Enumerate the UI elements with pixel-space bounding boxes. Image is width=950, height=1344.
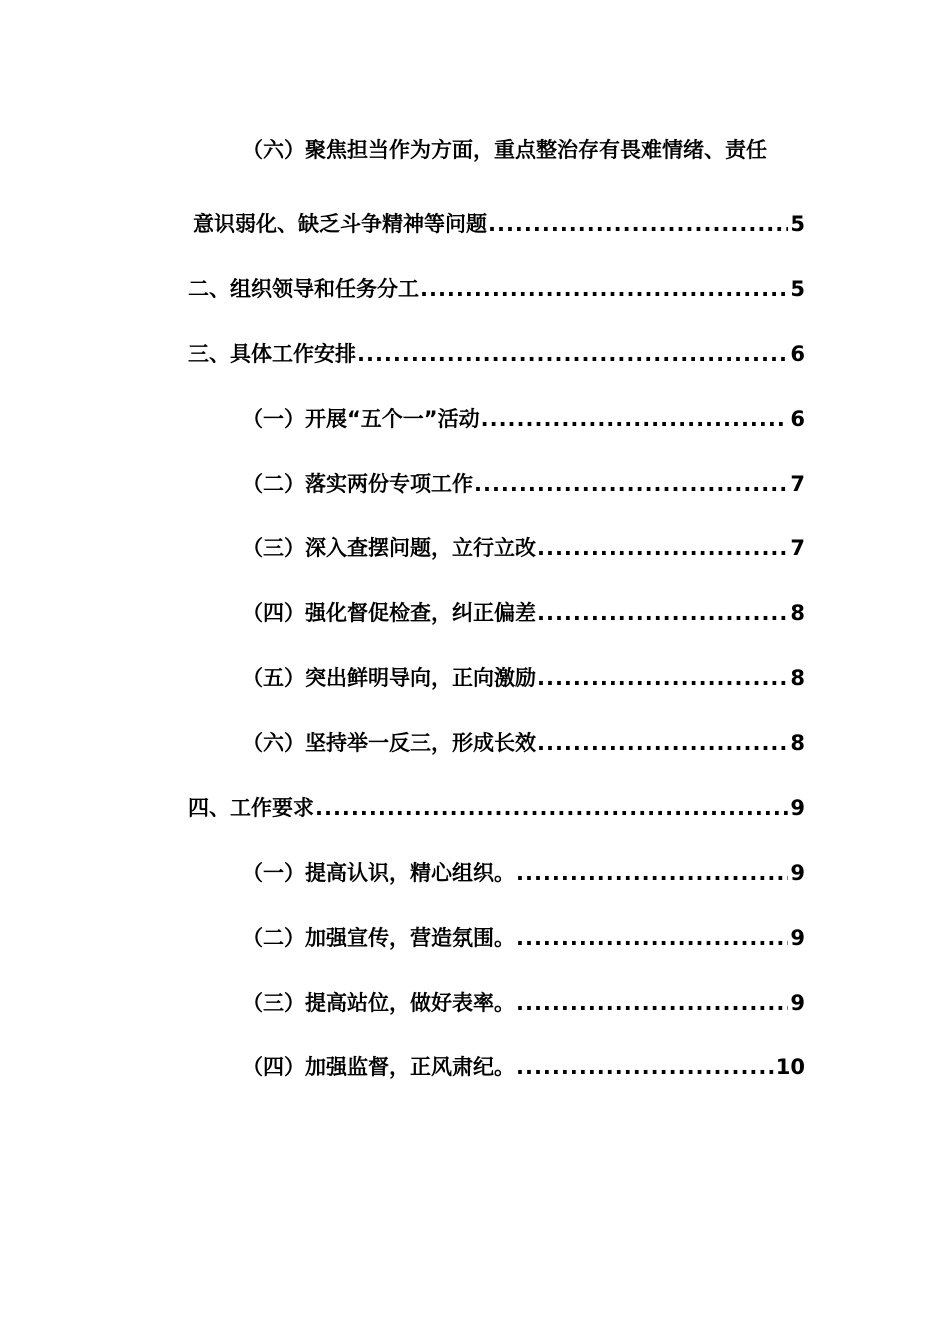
toc-entry-text: （三）提高站位，做好表率。 [242, 991, 515, 1015]
toc-page-number: 5 [790, 277, 805, 301]
toc-entry-text: （二）落实两份专项工作 [242, 472, 473, 496]
toc-entry[interactable] [242, 470, 805, 498]
toc-entry[interactable] [188, 275, 805, 303]
toc-page-number: 9 [790, 926, 805, 950]
toc-entry-text: （三）深入查摆问题，立行立改 [242, 536, 536, 560]
toc-entry[interactable] [188, 340, 805, 368]
toc-entry[interactable] [242, 405, 805, 433]
toc-entry[interactable] [242, 1053, 805, 1081]
toc-page-number: 9 [790, 861, 805, 885]
toc-entry[interactable] [242, 664, 805, 692]
toc-entry-text: 意识弱化、缺乏斗争精神等问题 [193, 212, 487, 236]
toc-entry-text: （二）加强宣传，营造氛围。 [242, 926, 515, 950]
toc-dot-leader [357, 340, 788, 368]
toc-entry-text: （四）强化督促检查，纠正偏差 [242, 601, 536, 625]
toc-page-number: 10 [775, 1055, 805, 1079]
toc-dot-leader [516, 989, 788, 1017]
toc-dot-leader [537, 729, 788, 757]
toc-entry[interactable] [193, 210, 805, 238]
toc-entry-text: （一）开展“五个一”活动 [242, 407, 480, 431]
toc-entry-text: （一）提高认识，精心组织。 [242, 861, 515, 885]
toc-entry[interactable] [242, 534, 805, 562]
toc-page-number: 6 [790, 407, 805, 431]
toc-page-number: 8 [790, 601, 805, 625]
toc-entry-text: （五）突出鲜明导向，正向激励 [242, 666, 536, 690]
toc-entry[interactable] [242, 859, 805, 887]
toc-dot-leader [516, 1053, 774, 1081]
toc-dot-leader [537, 599, 788, 627]
toc-entry[interactable] [242, 729, 805, 757]
toc-dot-leader [315, 794, 788, 822]
toc-entry-heading-continued[interactable] [242, 136, 805, 164]
toc-entry-text: 四、工作要求 [188, 796, 314, 820]
toc-page-number: 9 [790, 796, 805, 820]
toc-entry-text: （四）加强监督，正风肃纪。 [242, 1055, 515, 1079]
toc-page-number: 7 [790, 472, 805, 496]
toc-page-number: 8 [790, 666, 805, 690]
toc-entry-text: 二、组织领导和任务分工 [188, 277, 419, 301]
toc-dot-leader [488, 210, 788, 238]
toc-entry[interactable] [242, 924, 805, 952]
toc-dot-leader [481, 405, 789, 433]
toc-page-number: 7 [790, 536, 805, 560]
toc-entry[interactable] [188, 794, 805, 822]
toc-page-number: 5 [790, 212, 805, 236]
toc-entry-text: （六）坚持举一反三，形成长效 [242, 731, 536, 755]
toc-entry[interactable] [242, 599, 805, 627]
toc-page-number: 9 [790, 991, 805, 1015]
toc-page-number: 6 [790, 342, 805, 366]
toc-dot-leader [537, 534, 788, 562]
toc-dot-leader [516, 924, 788, 952]
toc-entry-text: （六）聚焦担当作为方面，重点整治存有畏难情绪、责任 [242, 138, 767, 162]
toc-dot-leader [537, 664, 788, 692]
toc-entry-text: 三、具体工作安排 [188, 342, 356, 366]
toc-dot-leader [516, 859, 788, 887]
toc-page-number: 8 [790, 731, 805, 755]
toc-entry[interactable] [242, 989, 805, 1017]
toc-dot-leader [420, 275, 788, 303]
toc-dot-leader [474, 470, 788, 498]
